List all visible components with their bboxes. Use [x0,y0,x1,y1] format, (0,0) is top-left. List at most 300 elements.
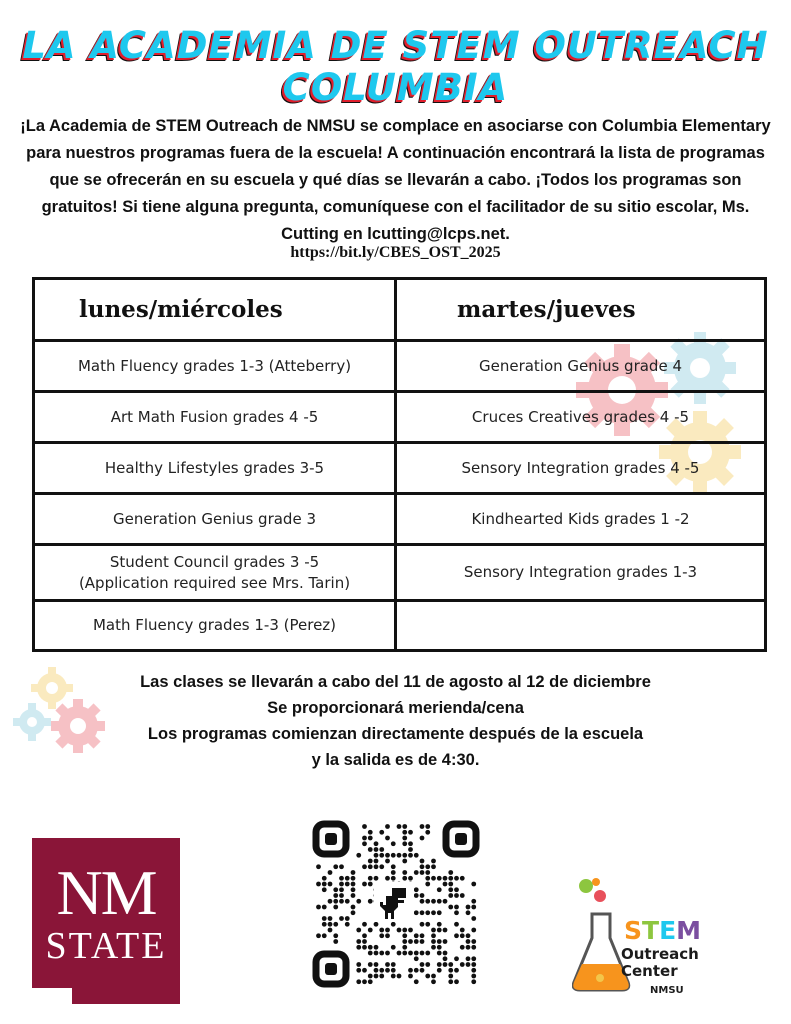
qr-dot [322,922,327,927]
qr-dot [322,876,327,881]
qr-dot [466,956,471,961]
header-lunes-miercoles: lunes/miércoles [35,280,397,339]
qr-dot [374,962,379,967]
qr-dot [333,864,338,869]
qr-dot [471,928,476,933]
notes-snack: Se proporcionará merienda/cena [267,699,524,717]
qr-dot [454,876,459,881]
qr-dot [379,847,384,852]
qr-dot [460,928,465,933]
qr-dot [443,939,448,944]
qr-dot [431,864,436,869]
qr-dot [328,928,333,933]
qr-dot [374,951,379,956]
qr-dot [345,882,350,887]
qr-dot [362,939,367,944]
qr-dot [420,962,425,967]
qr-dot [351,905,356,910]
qr-dot [443,956,448,961]
qr-dot [425,870,430,875]
qr-dot [425,899,430,904]
qr-dot [356,928,361,933]
qr-dot [368,859,373,864]
qr-dot [379,830,384,835]
qr-dot [437,962,442,967]
qr-dot [437,939,442,944]
program-cell: Math Fluency grades 1-3 (Perez) [35,602,397,649]
stem-center: Center [621,962,678,980]
qr-dot [402,939,407,944]
qr-dot [448,974,453,979]
qr-dot [391,974,396,979]
qr-dot [374,968,379,973]
qr-dot [385,836,390,841]
qr-dot [322,933,327,938]
qr-dot [333,893,338,898]
qr-dot [374,922,379,927]
qr-dot [408,847,413,852]
qr-dot [374,864,379,869]
qr-dot [368,830,373,835]
qr-dot [385,853,390,858]
table-row [35,342,764,393]
qr-dot [425,824,430,829]
qr-dot [368,974,373,979]
qr-dot [425,922,430,927]
qr-dot [437,968,442,973]
qr-dot [345,876,350,881]
qr-dot [328,899,333,904]
qr-dot [362,882,367,887]
dinosaur-icon [374,882,414,922]
qr-dot [402,870,407,875]
qr-dot [333,905,338,910]
stem-outreach-logo [572,874,712,1002]
qr-dot [466,933,471,938]
qr-dot [391,962,396,967]
qr-dot [385,876,390,881]
program-cell: Math Fluency grades 1-3 (Atteberry) [35,342,397,390]
program-cell: Healthy Lifestyles grades 3-5 [35,444,397,492]
qr-dot [316,933,321,938]
qr-dot [362,922,367,927]
qr-dot [408,968,413,973]
program-notes [0,669,791,773]
qr-dot [420,922,425,927]
table-row [35,393,764,444]
qr-dot [391,876,396,881]
qr-dot [397,951,402,956]
qr-dot [379,933,384,938]
flask-icon [572,874,632,1002]
qr-dot [322,882,327,887]
qr-dot [443,951,448,956]
notes-dismissal: y la salida es de 4:30. [311,751,480,769]
qr-dot [391,841,396,846]
qr-dot [420,933,425,938]
qr-dot [443,899,448,904]
qr-dot [316,905,321,910]
qr-dot [408,876,413,881]
qr-dot [420,836,425,841]
nmsu-logo-state: STATE [45,925,167,967]
qr-dot [437,922,442,927]
qr-dot [362,933,367,938]
qr-dot [420,870,425,875]
qr-dot [328,882,333,887]
qr-dot [402,853,407,858]
qr-dot [425,951,430,956]
qr-dot [402,928,407,933]
qr-dot [460,876,465,881]
qr-dot [414,910,419,915]
qr-dot [471,962,476,967]
qr-dot [454,905,459,910]
qr-dot [420,968,425,973]
qr-dot [408,939,413,944]
qr-dot [454,956,459,961]
qr-dot [368,847,373,852]
qr-dot [356,853,361,858]
qr-dot [471,968,476,973]
qr-dot [351,882,356,887]
qr-dot [356,962,361,967]
stem-nmsu: NMSU [650,985,684,996]
qr-dot [443,928,448,933]
qr-dot [431,974,436,979]
qr-dot [471,939,476,944]
qr-dot [414,979,419,984]
qr-dot [351,887,356,892]
qr-dot [391,922,396,927]
qr-dot [339,899,344,904]
qr-dot [454,922,459,927]
qr-dot [402,933,407,938]
notes-dates: Las clases se llevarán a cabo del 11 de agosto al 12 de diciembre [140,673,651,691]
qr-dot [385,928,390,933]
qr-dot [351,910,356,915]
qr-dot [322,887,327,892]
qr-dot [362,836,367,841]
notes-start: Los programas comienzan directamente después de la escuela [147,725,644,743]
qr-dot [391,968,396,973]
qr-dot [471,905,476,910]
qr-dot [437,887,442,892]
qr-dot [471,945,476,950]
qr-dot [339,882,344,887]
qr-dot [443,882,448,887]
header-martes-jueves: martes/jueves [457,296,636,323]
program-cell: Student Council grades 3 -5 (Application required see Mrs. Tarin) [35,546,397,599]
qr-dot [431,928,436,933]
qr-dot [414,853,419,858]
intro-paragraph: ¡La Academia de STEM Outreach de NMSU se complace en asociarse con Columbia Elementary para nuestros programas fuera de la escuela! A continuación encontrará la lista de programas que se ofrecerán en su escuela y qué días se llevarán a cabo. ¡Todos los programas son gratuitos! Si tiene alguna pregunta, comuníquese con el facilitador de su sitio escolar, Ms. Cutting en lcutting@lcps.net. [20,117,771,243]
qr-dot [431,859,436,864]
qr-dot [316,882,321,887]
qr-dot [402,830,407,835]
table-row [35,495,764,546]
qr-dot [333,939,338,944]
qr-dot [448,905,453,910]
qr-dot [431,979,436,984]
stem-word: STEM [624,916,702,945]
program-cell: Sensory Integration grades 1-3 [463,563,698,581]
qr-dot [402,945,407,950]
qr-dot [420,864,425,869]
qr-dot [391,870,396,875]
qr-dot [322,905,327,910]
program-cell: Kindhearted Kids grades 1 -2 [471,509,690,528]
qr-dot [437,928,442,933]
qr-dot [420,951,425,956]
qr-dot [466,910,471,915]
qr-dot [374,974,379,979]
signup-link[interactable]: https://bit.ly/CBES_OST_2025 [290,244,501,261]
qr-dot [385,933,390,938]
qr-dot [466,962,471,967]
qr-dot [448,979,453,984]
qr-dot [397,974,402,979]
qr-dot [397,824,402,829]
qr-dot [408,830,413,835]
qr-dot [408,841,413,846]
qr-dot [414,956,419,961]
qr-dot [431,876,436,881]
qr-dot [448,887,453,892]
qr-dot [339,887,344,892]
qr-dot [437,951,442,956]
qr-dot [368,951,373,956]
qr-dot [414,951,419,956]
program-cell: Art Math Fusion grades 4 -5 [35,393,397,441]
qr-dot [425,876,430,881]
program-cell: Generation Genius grade 3 [35,495,397,543]
qr-dot [425,864,430,869]
program-cell [397,602,764,649]
qr-dot [362,979,367,984]
qr-dot [368,945,373,950]
qr-dot [391,864,396,869]
qr-dot [408,928,413,933]
qr-dot [420,899,425,904]
qr-dot [374,841,379,846]
qr-dot [420,939,425,944]
nmsu-logo [32,838,180,1004]
nmsu-logo-nm: NM [56,857,156,928]
qr-dot [379,968,384,973]
table-row [35,602,764,649]
qr-dot [466,905,471,910]
qr-dot [379,928,384,933]
qr-dot [420,893,425,898]
qr-dot [471,899,476,904]
qr-dot [379,951,384,956]
qr-dot [333,922,338,927]
qr-dot [425,882,430,887]
program-cell: Generation Genius grade 4 [478,356,682,375]
qr-dot [374,853,379,858]
qr-dot [437,910,442,915]
qr-dot [437,876,442,881]
qr-dot [362,864,367,869]
qr-dot [368,836,373,841]
qr-dot [345,922,350,927]
qr-dot [443,876,448,881]
qr-dot [379,974,384,979]
qr-code [312,820,480,988]
qr-dot [333,933,338,938]
qr-dot [356,899,361,904]
qr-dot [339,916,344,921]
qr-dot [362,968,367,973]
schedule-table [32,277,767,652]
qr-dot [379,853,384,858]
qr-dot [316,864,321,869]
qr-dot [431,933,436,938]
qr-dot [362,841,367,846]
table-row [35,546,764,602]
qr-dot [368,928,373,933]
qr-dot [391,945,396,950]
qr-dot [356,968,361,973]
qr-dot [368,882,373,887]
qr-dot [454,910,459,915]
qr-dot [466,945,471,950]
qr-dot [368,962,373,967]
qr-dot [368,899,373,904]
qr-dot [408,951,413,956]
qr-dot [397,928,402,933]
qr-dot [322,916,327,921]
qr-dot [408,853,413,858]
qr-dot [431,899,436,904]
qr-dot [420,824,425,829]
qr-dot [460,933,465,938]
qr-dot [443,962,448,967]
qr-dot [402,951,407,956]
qr-dot [454,933,459,938]
qr-dot [339,876,344,881]
qr-dot [420,859,425,864]
qr-dot [402,841,407,846]
table-row [35,444,764,495]
qr-dot [328,916,333,921]
qr-dot [408,974,413,979]
qr-dot [414,893,419,898]
qr-dot [437,899,442,904]
qr-dot [414,939,419,944]
qr-dot [356,979,361,984]
qr-dot [345,899,350,904]
qr-dot [448,893,453,898]
qr-dot [351,876,356,881]
qr-dot [431,939,436,944]
qr-dot [356,939,361,944]
qr-dot [437,945,442,950]
qr-dot [374,876,379,881]
qr-dot [425,962,430,967]
qr-dot [368,876,373,881]
qr-dot [448,876,453,881]
qr-dot [385,859,390,864]
qr-dot [414,870,419,875]
page-title-line2: COLUMBIA [282,66,509,109]
qr-dot [351,893,356,898]
qr-dot [385,824,390,829]
qr-dot [356,945,361,950]
qr-dot [339,864,344,869]
qr-dot [385,951,390,956]
qr-dot [431,910,436,915]
qr-dot [425,830,430,835]
qr-dot [328,870,333,875]
qr-dot [425,974,430,979]
qr-dot [431,945,436,950]
qr-dot [402,824,407,829]
qr-dot [448,962,453,967]
qr-dot [471,974,476,979]
table-header-row [35,280,764,342]
qr-dot [351,870,356,875]
qr-dot [339,893,344,898]
qr-dot [460,945,465,950]
qr-dot [402,836,407,841]
qr-dot [368,864,373,869]
qr-dot [466,939,471,944]
qr-dot [454,968,459,973]
qr-dot [414,933,419,938]
qr-dot [448,968,453,973]
qr-dot [414,887,419,892]
qr-dot [448,870,453,875]
qr-dot [385,962,390,967]
qr-dot [460,962,465,967]
qr-dot [374,847,379,852]
qr-dot [448,882,453,887]
qr-dot [333,899,338,904]
qr-dot [374,945,379,950]
qr-dot [454,887,459,892]
qr-dot [471,956,476,961]
qr-dot [471,882,476,887]
qr-dot [345,916,350,921]
qr-dot [402,859,407,864]
qr-dot [368,979,373,984]
qr-dot [374,859,379,864]
qr-dot [328,922,333,927]
page-title-line1: LA ACADEMIA DE STEM OUTREACH [22,24,769,67]
qr-dot [460,893,465,898]
qr-dot [391,853,396,858]
qr-dot [425,910,430,915]
qr-dot [454,893,459,898]
qr-dot [362,945,367,950]
program-cell: Sensory Integration grades 4 -5 [461,458,700,477]
program-cell: Cruces Creatives grades 4 -5 [471,407,690,426]
qr-dot [385,968,390,973]
qr-dot [362,824,367,829]
stem-outreach: Outreach [621,945,699,963]
qr-dot [414,968,419,973]
qr-dot [420,910,425,915]
qr-dot [402,876,407,881]
qr-dot [471,979,476,984]
qr-dot [333,887,338,892]
qr-dot [454,979,459,984]
qr-dot [379,864,384,869]
qr-dot [397,853,402,858]
qr-dot [471,916,476,921]
